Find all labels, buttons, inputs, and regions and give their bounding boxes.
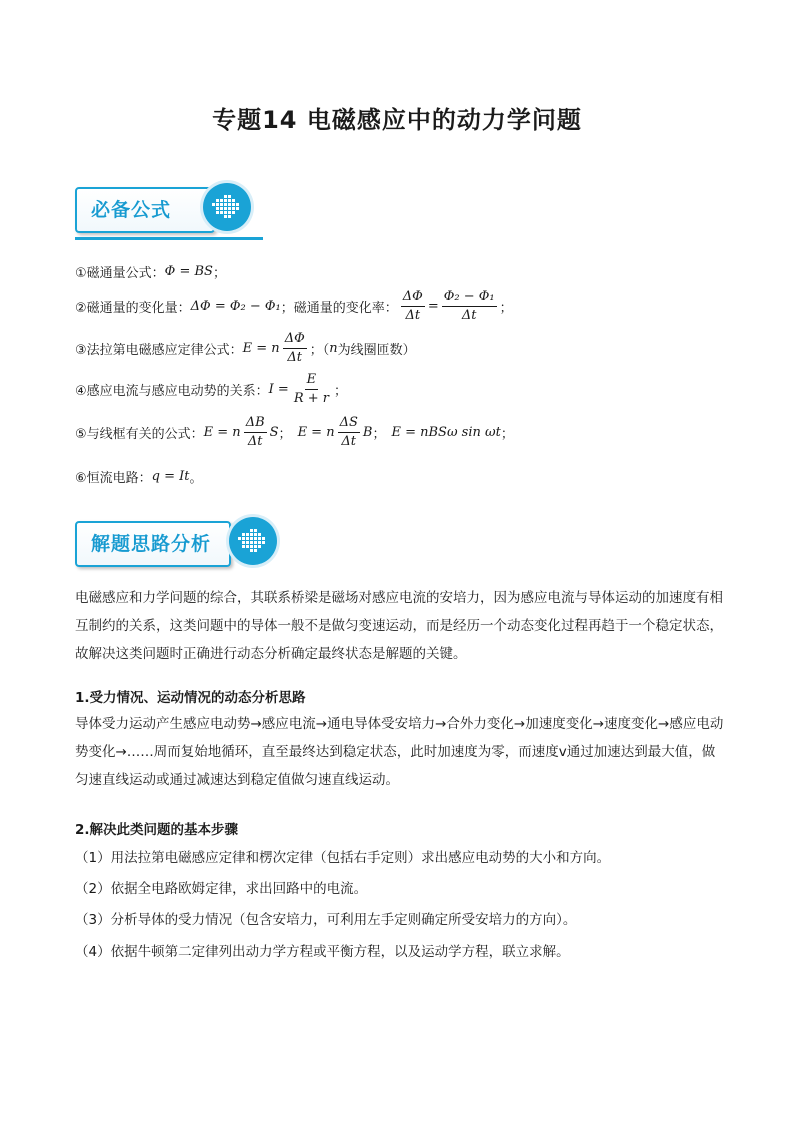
formula-6: ⑥恒流电路： q = It 。	[75, 469, 203, 486]
fraction: $\frac{\Delta S}{\Delta t}$	[339, 415, 358, 449]
step-item: （1）用法拉第电磁感应定律和楞次定律（包括右手定则）求出感应电动势的大小和方向。	[75, 850, 611, 866]
fraction: $\frac{\Delta B}{\Delta t}$	[245, 415, 265, 449]
dynamic-analysis-paragraph: 导体受力运动产生感应电动势→感应电流→通电导体受安培力→合外力变化→加速度变化→速度变化→感应电动势变化→……周而复始地循环，直至最终达到稳定状态，此时加速度为零，而速度v通过加速达到最大值，做匀速直线运动或通过减速达到稳定值做匀速直线运动。	[75, 716, 724, 788]
page-title: 专题14 电磁感应中的动力学问题	[212, 106, 582, 134]
banner-underline	[75, 237, 263, 240]
fraction: $\frac{\Delta\Phi}{\Delta t}$	[284, 331, 305, 365]
banner-pill	[75, 521, 231, 567]
formula-2: ②磁通量的变化量： ΔΦ = Φ₂ − Φ₁ ；磁通量的变化率： $\frac{\Delta\Phi}{\Delta t}$ = $\frac{\text{Φ₂ − Φ₁}}{\Delta t}$ ；	[75, 289, 513, 323]
formula-1: ①磁通量公式： Φ = BS ；	[75, 264, 226, 281]
section-label: 必备公式	[91, 199, 172, 221]
intro-paragraph: 电磁感应和力学问题的综合，其联系桥梁是磁场对感应电流的安培力，因为感应电流与导体运动的加速度有相互制约的关系，这类问题中的导体一般不是做匀变速运动，而是经历一个动态变化过程再趋于一个稳定状态，故解决这类问题时正确进行动态分析确定最终状态是解题的关键。	[75, 590, 723, 662]
banner-pill	[75, 187, 215, 233]
formula-3: ③法拉第电磁感应定律公式： E = n $\frac{\Delta\Phi}{\Delta t}$ ；（ n 为线圈匝数）	[75, 331, 416, 365]
grid-dots-icon	[203, 183, 251, 231]
fraction: $\frac{E}{R + r}$	[293, 372, 329, 406]
section-banner-analysis	[75, 517, 285, 567]
fraction: $\frac{\text{Φ₂ − Φ₁}}{\Delta t}$	[443, 289, 495, 323]
step-item: （4）依据牛顿第二定律列出动力学方程或平衡方程，以及运动学方程，联立求解。	[75, 944, 570, 960]
section-label: 解题思路分析	[91, 533, 212, 555]
heading-basic-steps: 2.解决此类问题的基本步骤	[75, 822, 239, 838]
step-item: （2）依据全电路欧姆定律，求出回路中的电流。	[75, 881, 368, 897]
section-banner-formulas	[75, 183, 265, 243]
step-item: （3）分析导体的受力情况（包含安培力，可利用左手定则确定所受安培力的方向）。	[75, 912, 577, 928]
grid-dots-icon	[229, 517, 277, 565]
fraction: $\frac{\Delta\Phi}{\Delta t}$	[402, 289, 423, 323]
formula-5: ⑤与线框有关的公式： E = n $\frac{\Delta B}{\Delta t}$ S ； E = n $\frac{\Delta S}{\Delta t}$ B ； E = nBSω sin ωt ；	[75, 415, 514, 449]
heading-dynamic-analysis: 1.受力情况、运动情况的动态分析思路	[75, 690, 306, 706]
formula-4: ④感应电流与感应电动势的关系： I = $\frac{E}{R + r}$ ；	[75, 372, 348, 406]
